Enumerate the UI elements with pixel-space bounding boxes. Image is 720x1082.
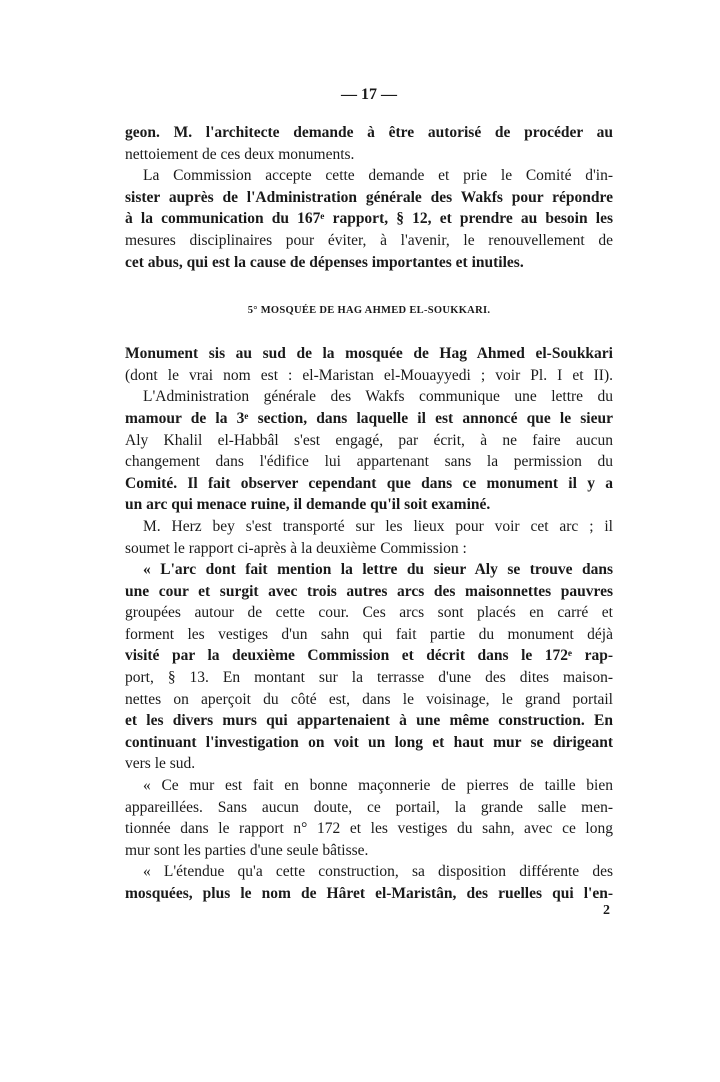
text-line: changement dans l'édifice lui appartenant sans la permission du (125, 453, 613, 471)
paragraph-block-mosque (125, 343, 613, 904)
text-line: groupées autour de cette cour. Ces arcs sont placés en carré et (125, 604, 613, 622)
text-line: cet abus, qui est la cause de dépenses importantes et inutiles. (125, 253, 524, 271)
text-line: « L'arc dont fait mention la lettre du sieur Aly se trouve dans (143, 561, 613, 579)
text-line: forment les vestiges d'un sahn qui fait partie du monument déjà (125, 625, 613, 643)
text-line: geon. M. l'architecte demande à être autorisé de procéder au (125, 124, 613, 141)
text-line: tionnée dans le rapport n° 172 et les vestiges du sahn, avec ce long (125, 820, 613, 838)
text-line: mamour de la 3ᵉ section, dans laquelle il est annoncé que le sieur (125, 409, 613, 427)
text-line: mosquées, plus le nom de Hâret el-Maristân, des ruelles qui l'en- (125, 885, 613, 902)
text-line: « Ce mur est fait en bonne maçonnerie de pierres de taille bien (143, 777, 613, 795)
text-line: mur sont les parties d'une seule bâtisse. (125, 841, 369, 859)
text-line: M. Herz bey s'est transporté sur les lieux pour voir cet arc ; il (143, 517, 613, 535)
text-line: Monument sis au sud de la mosquée de Hag Ahmed el-Soukkari (125, 345, 613, 363)
signature-mark: 2 (603, 903, 610, 918)
text-line: Aly Khalil el-Habbâl s'est engagé, par écrit, à ne faire aucun (125, 431, 613, 449)
text-line: La Commission accepte cette demande et prie le Comité d'in- (143, 167, 613, 185)
text-line: une cour et surgit avec trois autres arcs des maisonnettes pauvres (125, 582, 613, 600)
text-line: continuant l'investigation on voit un long et haut mur se dirigeant (125, 733, 613, 751)
text-line: vers le sud. (125, 755, 196, 773)
text-line: mesures disciplinaires pour éviter, à l'avenir, le renouvellement de (125, 231, 613, 249)
text-line: et les divers murs qui appartenaient à une même construction. En (125, 712, 613, 730)
text-line: soumet le rapport ci-après à la deuxième Commission : (125, 539, 467, 557)
text-line: port, § 13. En montant sur la terrasse d'une des dites maison- (125, 669, 613, 687)
text-line: nettoiement de ces deux monuments. (125, 145, 355, 163)
text-line: L'Administration générale des Wakfs communique une lettre du (143, 388, 613, 406)
page-body (125, 82, 613, 905)
text-line: « L'étendue qu'a cette construction, sa disposition différente des (143, 863, 613, 881)
page-number: — 17 — (341, 86, 397, 103)
text-line: sister auprès de l'Administration générale des Wakfs pour répondre (125, 188, 613, 206)
text-line: Comité. Il fait observer cependant que dans ce monument il y a (125, 474, 613, 492)
text-line: à la communication du 167ᵉ rapport, § 12, et prendre au besoin les (125, 210, 613, 228)
text-line: appareillées. Sans aucun doute, ce portail, la grande salle men- (125, 798, 613, 816)
text-line: (dont le vrai nom est : el-Maristan el-Mouayyedi ; voir Pl. I et II). (125, 366, 613, 384)
text-line: visité par la deuxième Commission et décrit dans le 172ᵉ rap- (125, 647, 613, 665)
section-title: 5° MOSQUÉE DE HAG AHMED EL-SOUKKARI. (247, 305, 491, 317)
text-line: nettes on aperçoit du côté est, dans le voisinage, le grand portail (125, 690, 613, 708)
text-line: un arc qui menace ruine, il demande qu'il soit examiné. (125, 496, 491, 514)
paragraph-block-commission (125, 122, 613, 273)
